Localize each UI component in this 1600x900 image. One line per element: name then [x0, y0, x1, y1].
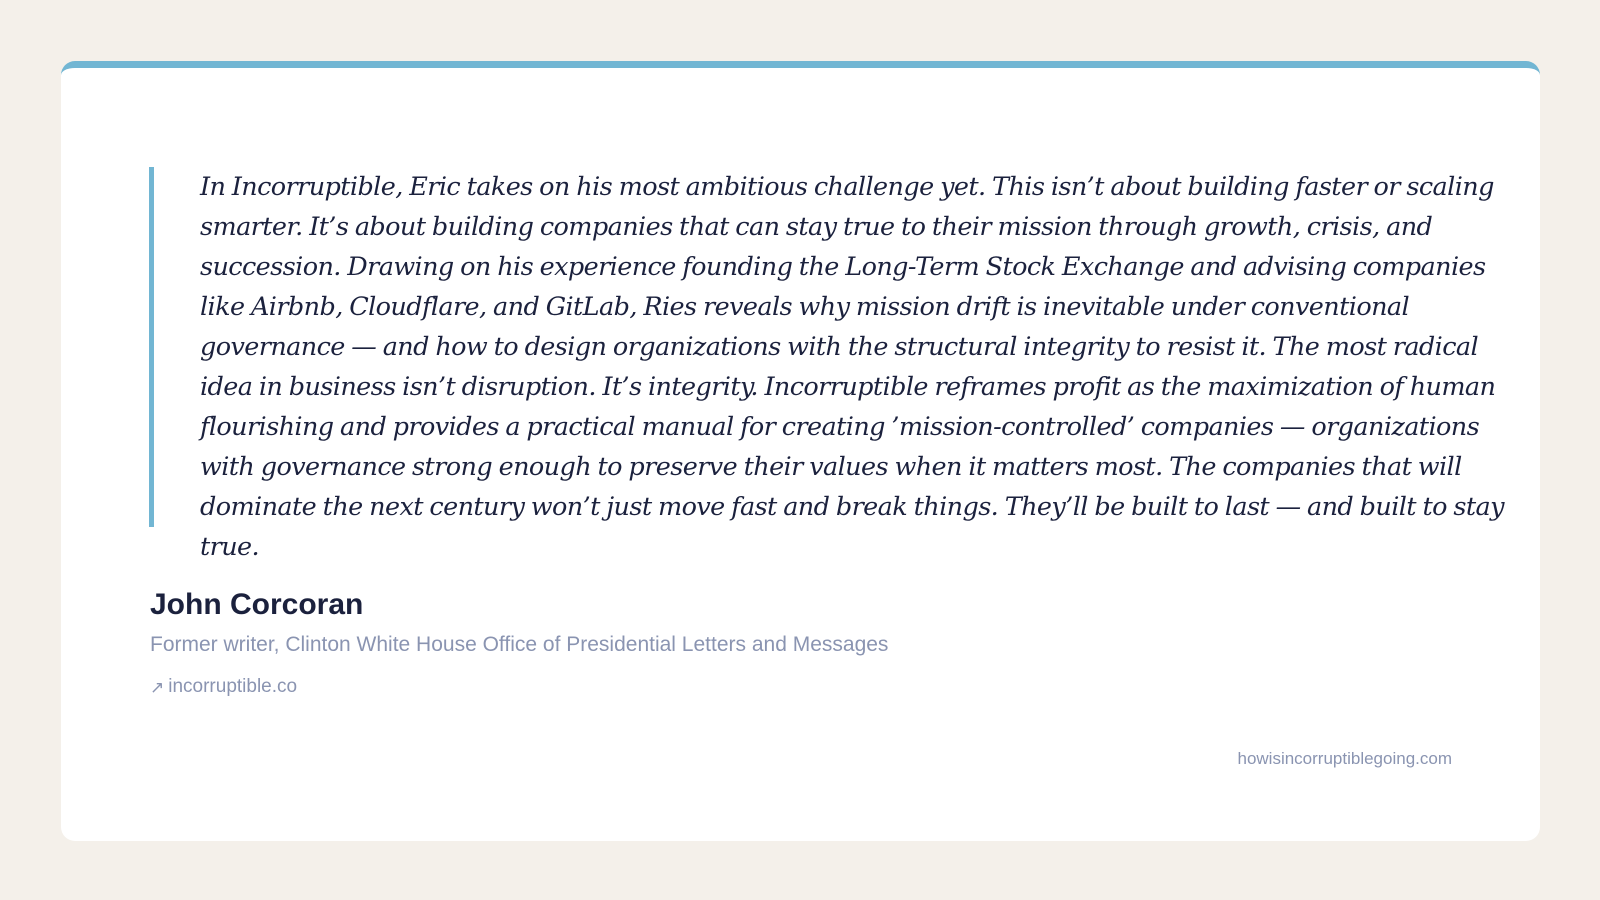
author-name: John Corcoran — [150, 588, 364, 621]
author-role: Former writer, Clinton White House Office of Presidential Letters and Messages — [150, 633, 889, 656]
author-link-label: incorruptible.co — [168, 676, 298, 697]
arrow-up-right-icon: ↗ — [150, 677, 165, 697]
site-url[interactable]: howisincorruptiblegoing.com — [1237, 749, 1452, 768]
quote-text: In Incorruptible, Eric takes on his most ambitious challenge yet. This isn’t about building faster or scaling smarter. It’s about building companies that can stay true to their mission through growth, crisis, and succession. Drawing on his experience founding the Long-Term Stock Exchange and advising companies like Airbnb, Cloudflare, and GitLab, Ries reveals why mission drift is inevitable under conventional governance — and how to design organizations with the structural integrity to resist it. The most radical idea in business isn’t disruption. It’s integrity. Incorruptible reframes profit as the maximization of human flourishing and provides a practical manual for creating ’mission-controlled’ companies — organizations with governance strong enough to preserve their values when it matters most. The companies that will dominate the next century won’t just move fast and break things. They’ll be built to last — and built to stay true. — [200, 172, 1504, 562]
blockquote — [149, 167, 1509, 562]
testimonial-card — [61, 61, 1540, 841]
author-link[interactable] — [150, 676, 297, 698]
